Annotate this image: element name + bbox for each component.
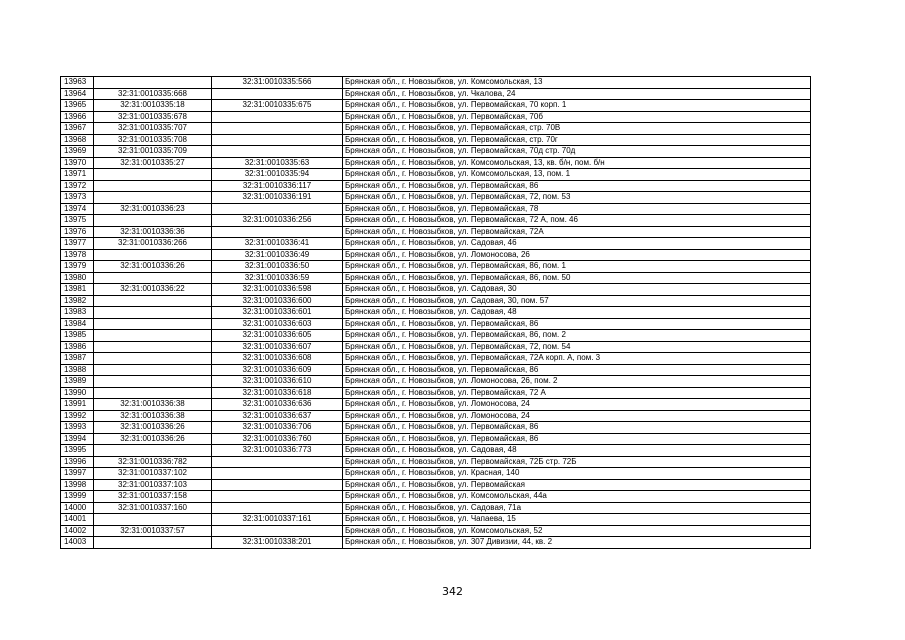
address-cell: Брянская обл., г. Новозыбков, ул. Первомайская, 86 xyxy=(343,433,811,445)
table-row xyxy=(61,192,811,204)
address-cell: Брянская обл., г. Новозыбков, ул. Комсомольская, 13 xyxy=(343,77,811,89)
table-row xyxy=(61,134,811,146)
previous-cadastral-number-cell xyxy=(94,353,212,365)
address-cell: Брянская обл., г. Новозыбков, ул. Комсомольская, 52 xyxy=(343,525,811,537)
previous-cadastral-number-cell xyxy=(94,307,212,319)
table-row xyxy=(61,410,811,422)
previous-cadastral-number-cell: 32:31:0010336:38 xyxy=(94,410,212,422)
address-cell: Брянская обл., г. Новозыбков, ул. Первомайская, 78 xyxy=(343,203,811,215)
table-row xyxy=(61,376,811,388)
table-row xyxy=(61,353,811,365)
address-cell: Брянская обл., г. Новозыбков, ул. Первомайская xyxy=(343,479,811,491)
table-row xyxy=(61,77,811,89)
table-row xyxy=(61,284,811,296)
address-cell: Брянская обл., г. Новозыбков, ул. Садовая, 71а xyxy=(343,502,811,514)
row-number-cell: 14002 xyxy=(61,525,94,537)
row-number-cell: 13965 xyxy=(61,100,94,112)
cadastral-number-cell xyxy=(212,111,343,123)
table-row xyxy=(61,341,811,353)
row-number-cell: 13980 xyxy=(61,272,94,284)
cadastral-number-cell: 32:31:0010336:610 xyxy=(212,376,343,388)
cadastral-number-cell xyxy=(212,134,343,146)
cadastral-number-cell xyxy=(212,491,343,503)
row-number-cell: 13974 xyxy=(61,203,94,215)
table-row xyxy=(61,123,811,135)
address-cell: Брянская обл., г. Новозыбков, ул. Первомайская, 86, пом. 1 xyxy=(343,261,811,273)
row-number-cell: 13973 xyxy=(61,192,94,204)
previous-cadastral-number-cell xyxy=(94,376,212,388)
table-row xyxy=(61,479,811,491)
address-cell: Брянская обл., г. Новозыбков, ул. Первомайская, 72Б стр. 72Б xyxy=(343,456,811,468)
previous-cadastral-number-cell xyxy=(94,295,212,307)
address-cell: Брянская обл., г. Новозыбков, ул. Садовая, 30, пом. 57 xyxy=(343,295,811,307)
row-number-cell: 13997 xyxy=(61,468,94,480)
address-cell: Брянская обл., г. Новозыбков, ул. Первомайская, 72А корп. А, пом. 3 xyxy=(343,353,811,365)
cadastral-number-cell xyxy=(212,456,343,468)
previous-cadastral-number-cell: 32:31:0010337:102 xyxy=(94,468,212,480)
cadastral-number-cell: 32:31:0010336:636 xyxy=(212,399,343,411)
table-row xyxy=(61,537,811,549)
previous-cadastral-number-cell: 32:31:0010337:103 xyxy=(94,479,212,491)
row-number-cell: 13967 xyxy=(61,123,94,135)
table-row xyxy=(61,272,811,284)
row-number-cell: 13969 xyxy=(61,146,94,158)
previous-cadastral-number-cell xyxy=(94,272,212,284)
cadastral-number-cell: 32:31:0010336:706 xyxy=(212,422,343,434)
previous-cadastral-number-cell: 32:31:0010335:668 xyxy=(94,88,212,100)
row-number-cell: 13990 xyxy=(61,387,94,399)
table-row xyxy=(61,249,811,261)
row-number-cell: 13971 xyxy=(61,169,94,181)
cadastral-number-cell xyxy=(212,123,343,135)
row-number-cell: 13986 xyxy=(61,341,94,353)
table-row xyxy=(61,261,811,273)
previous-cadastral-number-cell xyxy=(94,180,212,192)
cadastral-number-cell xyxy=(212,525,343,537)
row-number-cell: 14000 xyxy=(61,502,94,514)
address-cell: Брянская обл., г. Новозыбков, ул. Первомайская, 86, пом. 2 xyxy=(343,330,811,342)
previous-cadastral-number-cell xyxy=(94,169,212,181)
cadastral-number-cell xyxy=(212,226,343,238)
row-number-cell: 13992 xyxy=(61,410,94,422)
previous-cadastral-number-cell xyxy=(94,364,212,376)
address-cell: Брянская обл., г. Новозыбков, ул. Первомайская, 86, пом. 50 xyxy=(343,272,811,284)
row-number-cell: 13977 xyxy=(61,238,94,250)
cadastral-number-cell: 32:31:0010336:605 xyxy=(212,330,343,342)
cadastral-number-cell: 32:31:0010336:191 xyxy=(212,192,343,204)
cadastral-number-cell: 32:31:0010336:618 xyxy=(212,387,343,399)
previous-cadastral-number-cell xyxy=(94,387,212,399)
cadastral-number-cell xyxy=(212,146,343,158)
table-row xyxy=(61,514,811,526)
previous-cadastral-number-cell xyxy=(94,537,212,549)
row-number-cell: 13981 xyxy=(61,284,94,296)
row-number-cell: 13984 xyxy=(61,318,94,330)
previous-cadastral-number-cell: 32:31:0010337:160 xyxy=(94,502,212,514)
address-cell: Брянская обл., г. Новозыбков, ул. Чкалова, 24 xyxy=(343,88,811,100)
table-row xyxy=(61,100,811,112)
cadastral-number-cell: 32:31:0010336:608 xyxy=(212,353,343,365)
previous-cadastral-number-cell: 32:31:0010337:158 xyxy=(94,491,212,503)
cadastral-number-cell: 32:31:0010336:607 xyxy=(212,341,343,353)
previous-cadastral-number-cell xyxy=(94,341,212,353)
previous-cadastral-number-cell: 32:31:0010336:266 xyxy=(94,238,212,250)
row-number-cell: 13963 xyxy=(61,77,94,89)
table-row xyxy=(61,387,811,399)
previous-cadastral-number-cell xyxy=(94,318,212,330)
address-cell: Брянская обл., г. Новозыбков, ул. 307 Дивизии, 44, кв. 2 xyxy=(343,537,811,549)
table-row xyxy=(61,88,811,100)
address-cell: Брянская обл., г. Новозыбков, ул. Чапаева, 15 xyxy=(343,514,811,526)
cadastral-number-cell: 32:31:0010336:637 xyxy=(212,410,343,422)
table-row xyxy=(61,318,811,330)
address-cell: Брянская обл., г. Новозыбков, ул. Первомайская, 72 А xyxy=(343,387,811,399)
cadastral-number-cell: 32:31:0010336:601 xyxy=(212,307,343,319)
cadastral-number-cell: 32:31:0010336:603 xyxy=(212,318,343,330)
table-row xyxy=(61,180,811,192)
previous-cadastral-number-cell: 32:31:0010337:57 xyxy=(94,525,212,537)
table-row xyxy=(61,399,811,411)
previous-cadastral-number-cell: 32:31:0010335:27 xyxy=(94,157,212,169)
row-number-cell: 14001 xyxy=(61,514,94,526)
cadastral-number-cell: 32:31:0010336:50 xyxy=(212,261,343,273)
address-cell: Брянская обл., г. Новозыбков, ул. Садовая, 48 xyxy=(343,307,811,319)
row-number-cell: 13991 xyxy=(61,399,94,411)
cadastral-number-cell xyxy=(212,502,343,514)
row-number-cell: 13968 xyxy=(61,134,94,146)
row-number-cell: 13978 xyxy=(61,249,94,261)
previous-cadastral-number-cell: 32:31:0010336:26 xyxy=(94,433,212,445)
row-number-cell: 13966 xyxy=(61,111,94,123)
address-cell: Брянская обл., г. Новозыбков, ул. Комсомольская, 13, кв. б/н, пом. б/н xyxy=(343,157,811,169)
cadastral-number-cell: 32:31:0010335:566 xyxy=(212,77,343,89)
address-cell: Брянская обл., г. Новозыбков, ул. Ломоносова, 24 xyxy=(343,410,811,422)
table-row xyxy=(61,491,811,503)
cadastral-number-cell xyxy=(212,468,343,480)
row-number-cell: 13985 xyxy=(61,330,94,342)
table-row xyxy=(61,422,811,434)
address-cell: Брянская обл., г. Новозыбков, ул. Ломоносова, 26, пом. 2 xyxy=(343,376,811,388)
address-cell: Брянская обл., г. Новозыбков, ул. Красная, 140 xyxy=(343,468,811,480)
cadastral-number-cell: 32:31:0010336:59 xyxy=(212,272,343,284)
previous-cadastral-number-cell: 32:31:0010336:26 xyxy=(94,261,212,273)
cadastral-number-cell: 32:31:0010335:63 xyxy=(212,157,343,169)
cadastral-number-cell: 32:31:0010336:117 xyxy=(212,180,343,192)
previous-cadastral-number-cell: 32:31:0010336:38 xyxy=(94,399,212,411)
previous-cadastral-number-cell xyxy=(94,215,212,227)
registry-table-body xyxy=(61,77,811,549)
row-number-cell: 13982 xyxy=(61,295,94,307)
address-cell: Брянская обл., г. Новозыбков, ул. Ломоносова, 26 xyxy=(343,249,811,261)
row-number-cell: 13995 xyxy=(61,445,94,457)
page-number: 342 xyxy=(442,585,463,598)
table-row xyxy=(61,111,811,123)
previous-cadastral-number-cell: 32:31:0010335:678 xyxy=(94,111,212,123)
address-cell: Брянская обл., г. Новозыбков, ул. Первомайская, 70д стр. 70д xyxy=(343,146,811,158)
table-row xyxy=(61,456,811,468)
table-row xyxy=(61,468,811,480)
cadastral-number-cell: 32:31:0010338:201 xyxy=(212,537,343,549)
row-number-cell: 13987 xyxy=(61,353,94,365)
table-row xyxy=(61,203,811,215)
row-number-cell: 13964 xyxy=(61,88,94,100)
row-number-cell: 13988 xyxy=(61,364,94,376)
row-number-cell: 13994 xyxy=(61,433,94,445)
cadastral-number-cell: 32:31:0010336:773 xyxy=(212,445,343,457)
address-cell: Брянская обл., г. Новозыбков, ул. Первомайская, 86 xyxy=(343,318,811,330)
table-row xyxy=(61,307,811,319)
previous-cadastral-number-cell: 32:31:0010335:707 xyxy=(94,123,212,135)
cadastral-number-cell: 32:31:0010336:598 xyxy=(212,284,343,296)
previous-cadastral-number-cell: 32:31:0010335:708 xyxy=(94,134,212,146)
table-row xyxy=(61,364,811,376)
table-row xyxy=(61,226,811,238)
previous-cadastral-number-cell: 32:31:0010335:709 xyxy=(94,146,212,158)
address-cell: Брянская обл., г. Новозыбков, ул. Ломоносова, 24 xyxy=(343,399,811,411)
address-cell: Брянская обл., г. Новозыбков, ул. Первомайская, 72, пом. 54 xyxy=(343,341,811,353)
row-number-cell: 13970 xyxy=(61,157,94,169)
row-number-cell: 13989 xyxy=(61,376,94,388)
address-cell: Брянская обл., г. Новозыбков, ул. Первомайская, 86 xyxy=(343,364,811,376)
address-cell: Брянская обл., г. Новозыбков, ул. Садовая, 30 xyxy=(343,284,811,296)
address-cell: Брянская обл., г. Новозыбков, ул. Садовая, 46 xyxy=(343,238,811,250)
cadastral-number-cell: 32:31:0010336:609 xyxy=(212,364,343,376)
registry-table xyxy=(60,76,811,549)
row-number-cell: 14003 xyxy=(61,537,94,549)
table-row xyxy=(61,502,811,514)
address-cell: Брянская обл., г. Новозыбков, ул. Первомайская, 70 корп. 1 xyxy=(343,100,811,112)
table-row xyxy=(61,445,811,457)
previous-cadastral-number-cell xyxy=(94,192,212,204)
previous-cadastral-number-cell xyxy=(94,77,212,89)
table-row xyxy=(61,169,811,181)
previous-cadastral-number-cell xyxy=(94,445,212,457)
cadastral-number-cell xyxy=(212,203,343,215)
row-number-cell: 13975 xyxy=(61,215,94,227)
previous-cadastral-number-cell: 32:31:0010336:782 xyxy=(94,456,212,468)
cadastral-number-cell: 32:31:0010336:49 xyxy=(212,249,343,261)
address-cell: Брянская обл., г. Новозыбков, ул. Первомайская, 86 xyxy=(343,422,811,434)
row-number-cell: 13983 xyxy=(61,307,94,319)
previous-cadastral-number-cell: 32:31:0010336:36 xyxy=(94,226,212,238)
address-cell: Брянская обл., г. Новозыбков, ул. Первомайская, 72, пом. 53 xyxy=(343,192,811,204)
table-row xyxy=(61,146,811,158)
table-row xyxy=(61,295,811,307)
previous-cadastral-number-cell xyxy=(94,514,212,526)
address-cell: Брянская обл., г. Новозыбков, ул. Садовая, 48 xyxy=(343,445,811,457)
cadastral-number-cell: 32:31:0010336:760 xyxy=(212,433,343,445)
table-row xyxy=(61,525,811,537)
table-row xyxy=(61,433,811,445)
cadastral-number-cell: 32:31:0010335:675 xyxy=(212,100,343,112)
previous-cadastral-number-cell: 32:31:0010336:22 xyxy=(94,284,212,296)
previous-cadastral-number-cell: 32:31:0010335:18 xyxy=(94,100,212,112)
cadastral-number-cell xyxy=(212,88,343,100)
address-cell: Брянская обл., г. Новозыбков, ул. Первомайская, 72А xyxy=(343,226,811,238)
address-cell: Брянская обл., г. Новозыбков, ул. Комсомольская, 44а xyxy=(343,491,811,503)
address-cell: Брянская обл., г. Новозыбков, ул. Первомайская, стр. 70г xyxy=(343,134,811,146)
address-cell: Брянская обл., г. Новозыбков, ул. Первомайская, 70б xyxy=(343,111,811,123)
table-row xyxy=(61,238,811,250)
cadastral-number-cell: 32:31:0010335:94 xyxy=(212,169,343,181)
table-row xyxy=(61,215,811,227)
row-number-cell: 13972 xyxy=(61,180,94,192)
address-cell: Брянская обл., г. Новозыбков, ул. Первомайская, 86 xyxy=(343,180,811,192)
previous-cadastral-number-cell: 32:31:0010336:26 xyxy=(94,422,212,434)
cadastral-number-cell: 32:31:0010336:41 xyxy=(212,238,343,250)
previous-cadastral-number-cell: 32:31:0010336:23 xyxy=(94,203,212,215)
address-cell: Брянская обл., г. Новозыбков, ул. Первомайская, стр. 70В xyxy=(343,123,811,135)
row-number-cell: 13999 xyxy=(61,491,94,503)
cadastral-number-cell: 32:31:0010336:600 xyxy=(212,295,343,307)
row-number-cell: 13993 xyxy=(61,422,94,434)
cadastral-number-cell xyxy=(212,479,343,491)
table-row xyxy=(61,330,811,342)
table-row xyxy=(61,157,811,169)
row-number-cell: 13998 xyxy=(61,479,94,491)
row-number-cell: 13976 xyxy=(61,226,94,238)
row-number-cell: 13979 xyxy=(61,261,94,273)
previous-cadastral-number-cell xyxy=(94,249,212,261)
cadastral-number-cell: 32:31:0010336:256 xyxy=(212,215,343,227)
cadastral-number-cell: 32:31:0010337:161 xyxy=(212,514,343,526)
address-cell: Брянская обл., г. Новозыбков, ул. Комсомольская, 13, пом. 1 xyxy=(343,169,811,181)
row-number-cell: 13996 xyxy=(61,456,94,468)
address-cell: Брянская обл., г. Новозыбков, ул. Первомайская, 72 А, пом. 46 xyxy=(343,215,811,227)
previous-cadastral-number-cell xyxy=(94,330,212,342)
